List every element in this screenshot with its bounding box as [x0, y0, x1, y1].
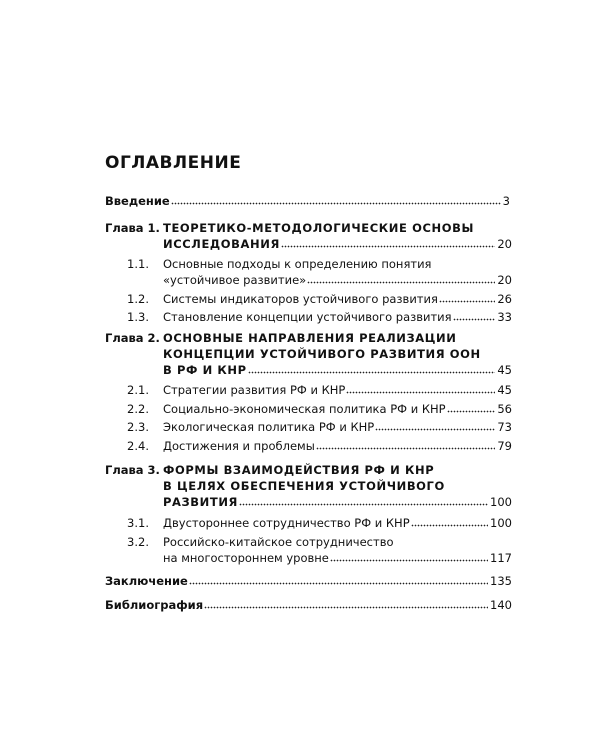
section-title-line: Достижения и проблемы [163, 439, 315, 453]
dot-leader [307, 281, 495, 284]
toc-page-number: 45 [497, 383, 512, 397]
toc-entry-section-1-1[interactable] [163, 272, 512, 288]
section-number: 3.1. [127, 516, 149, 530]
toc-page-number: 135 [490, 574, 512, 588]
toc-page-number: 100 [490, 495, 512, 509]
dot-leader [239, 503, 488, 506]
dot-leader [204, 606, 488, 609]
section-number: 2.2. [127, 402, 149, 416]
dot-leader [248, 371, 496, 374]
toc-entry-bibliography[interactable] [105, 597, 512, 613]
dot-leader [411, 524, 488, 527]
toc-entry-section-2-2[interactable] [163, 401, 512, 417]
toc-entry-section-3-2[interactable] [163, 550, 512, 566]
chapter-label: Глава 1. [105, 221, 160, 235]
section-number: 1.2. [127, 292, 149, 306]
toc-page-number: 140 [490, 598, 512, 612]
section-title-line: Становление концепции устойчивого развития [163, 310, 452, 324]
chapter-title-line[interactable]: ТЕОРЕТИКО-МЕТОДОЛОГИЧЕСКИЕ ОСНОВЫ [163, 221, 474, 235]
chapter-title-line: РАЗВИТИЯ [163, 495, 239, 509]
toc-entry-text: Заключение [105, 574, 188, 588]
section-title-line[interactable]: Российско-китайское сотрудничество [163, 535, 394, 549]
section-title-line: Стратегии развития РФ и КНР [163, 383, 346, 397]
dot-leader [375, 428, 495, 431]
chapter-title-line: ИССЛЕДОВАНИЯ [163, 237, 280, 251]
toc-entry-chapter-2[interactable] [163, 362, 512, 378]
toc-entry-section-1-2[interactable] [163, 291, 512, 307]
toc-page-number: 20 [497, 273, 512, 287]
section-number: 2.4. [127, 439, 149, 453]
dot-leader [171, 202, 501, 205]
chapter-title-line: В РФ И КНР [163, 363, 247, 377]
section-title-line[interactable]: Основные подходы к определению понятия [163, 257, 432, 271]
section-title-line: Экологическая политика РФ и КНР [163, 420, 375, 434]
toc-entry-conclusion[interactable] [105, 573, 512, 589]
toc-page-number: 117 [490, 551, 512, 565]
chapter-title-line[interactable]: КОНЦЕПЦИИ УСТОЙЧИВОГО РАЗВИТИЯ ООН [163, 347, 481, 361]
dot-leader [439, 300, 495, 303]
toc-entry-chapter-3[interactable] [163, 494, 512, 510]
toc-page-number: 20 [497, 237, 512, 251]
section-title-line: Системы индикаторов устойчивого развития [163, 292, 438, 306]
dot-leader [316, 447, 496, 450]
section-number: 3.2. [127, 535, 149, 549]
toc-page-number: 56 [497, 402, 512, 416]
chapter-label: Глава 3. [105, 463, 160, 477]
toc-entry-section-1-3[interactable] [163, 309, 512, 325]
toc-page-number: 45 [497, 363, 512, 377]
dot-leader [346, 391, 495, 394]
chapter-title-line[interactable]: В ЦЕЛЯХ ОБЕСПЕЧЕНИЯ УСТОЙЧИВОГО [163, 479, 445, 493]
toc-page-number: 3 [502, 194, 510, 208]
toc-entry-text: Библиография [105, 598, 204, 612]
toc-page-number: 26 [497, 292, 512, 306]
toc-page-number: 79 [497, 439, 512, 453]
page-title: ОГЛАВЛЕНИЕ [105, 153, 242, 173]
section-number: 2.1. [127, 383, 149, 397]
section-title-line: Социально-экономическая политика РФ и КНР [163, 402, 446, 416]
dot-leader [453, 318, 496, 321]
section-title-line: Двустороннее сотрудничество РФ и КНР [163, 516, 410, 530]
toc-page-number: 100 [490, 516, 512, 530]
dot-leader [189, 582, 488, 585]
toc-entry-section-2-1[interactable] [163, 382, 512, 398]
toc-entry-section-2-3[interactable] [163, 419, 512, 435]
toc-entry-intro[interactable] [105, 193, 510, 209]
section-number: 2.3. [127, 420, 149, 434]
chapter-label: Глава 2. [105, 331, 160, 345]
chapter-title-line[interactable]: ФОРМЫ ВЗАИМОДЕЙСТВИЯ РФ И КНР [163, 463, 435, 477]
toc-entry-text: Введение [105, 194, 170, 208]
toc-page-number: 73 [497, 420, 512, 434]
section-number: 1.3. [127, 310, 149, 324]
toc-entry-chapter-1[interactable] [163, 236, 512, 252]
dot-leader [330, 559, 488, 562]
toc-entry-section-3-1[interactable] [163, 515, 512, 531]
dot-leader [281, 245, 495, 248]
chapter-title-line[interactable]: ОСНОВНЫЕ НАПРАВЛЕНИЯ РЕАЛИЗАЦИИ [163, 331, 457, 345]
section-title-line: на многостороннем уровне [163, 551, 329, 565]
toc-entry-section-2-4[interactable] [163, 438, 512, 454]
toc-page-number: 33 [497, 310, 512, 324]
dot-leader [447, 410, 496, 413]
section-title-line: «устойчивое развитие» [163, 273, 307, 287]
section-number: 1.1. [127, 257, 149, 271]
